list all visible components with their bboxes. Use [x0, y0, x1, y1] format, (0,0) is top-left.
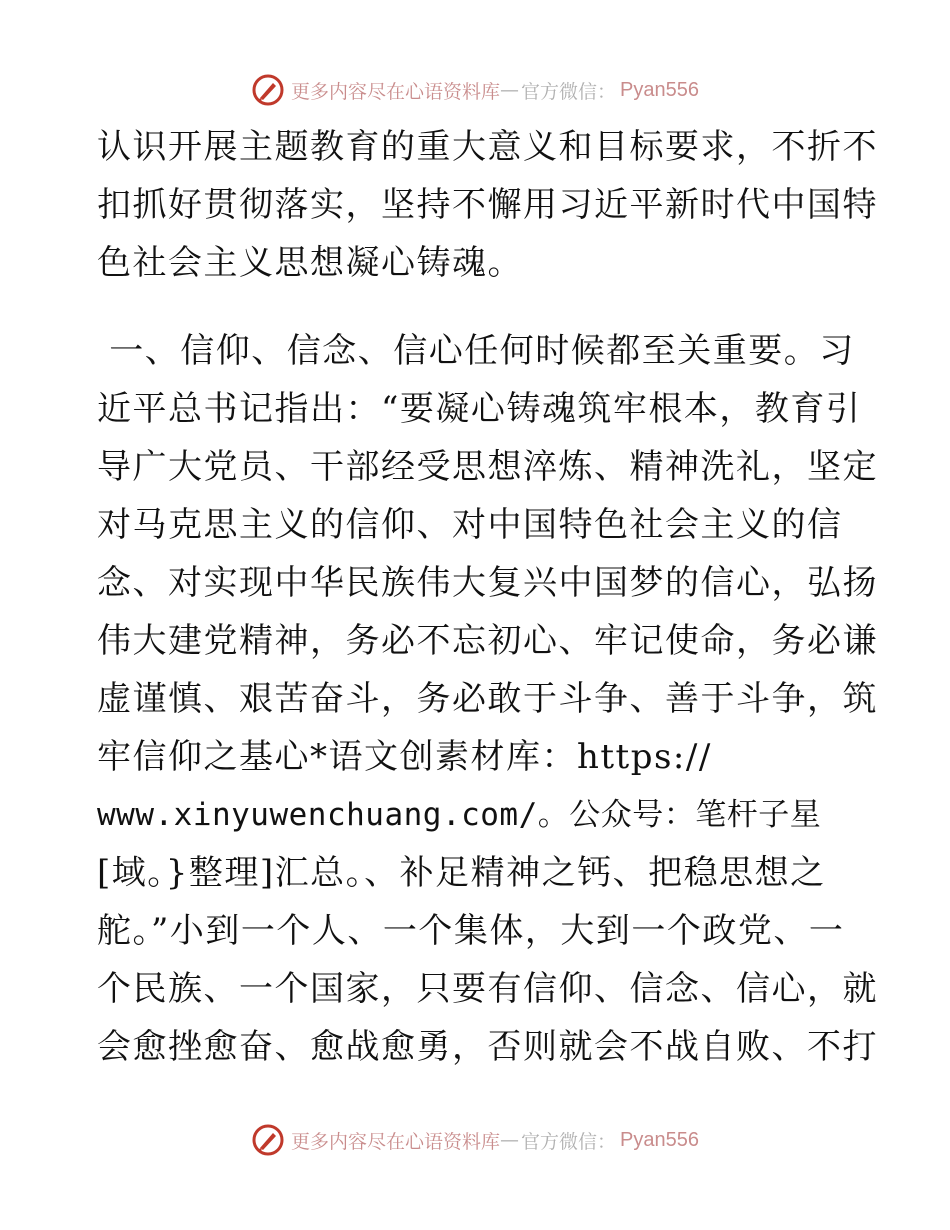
document-body: [97, 118, 878, 1076]
text-line-url: www.xinyuwenchuang.com/。公众号：笔杆子星: [97, 797, 822, 833]
text-line: 认识开展主题教育的重大意义和目标要求，不折不: [97, 127, 878, 167]
watermark-wechat-id: Pyan556: [620, 1128, 699, 1151]
watermark-text: 更多内容尽在心语资料库: [291, 80, 501, 103]
footer-watermark: [0, 1120, 950, 1160]
watermark-separator: —: [500, 79, 520, 101]
paragraph-1: [97, 118, 878, 292]
pen-logo-icon: [251, 1123, 285, 1157]
text-line: 扣抓好贯彻落实，坚持不懈用习近平新时代中国特: [97, 185, 878, 225]
text-line: 伟大建党精神，务必不忘初心、牢记使命，务必谦: [97, 621, 878, 661]
text-line: 近平总书记指出：“要凝心铸魂筑牢根本，教育引: [97, 389, 862, 429]
text-line: 一、信仰、信念、信心任何时候都至关重要。习: [97, 331, 855, 371]
paragraph-2: [97, 322, 878, 1076]
pen-logo-icon: [251, 73, 285, 107]
text-line: 色社会主义思想凝心铸魂。: [97, 243, 523, 283]
text-line: 对马克思主义的信仰、对中国特色社会主义的信: [97, 505, 843, 545]
watermark-wechat-id: Pyan556: [620, 78, 699, 101]
watermark-wechat-label: 官方微信：: [521, 1130, 617, 1153]
text-line: 个民族、一个国家，只要有信仰、信念、信心，就: [97, 969, 878, 1009]
text-line: 虚谨慎、艰苦奋斗，务必敢于斗争、善于斗争，筑: [97, 679, 878, 719]
text-line: 导广大党员、干部经受思想淬炼、精神洗礼，坚定: [97, 447, 878, 487]
text-line: 舵。”小到一个人、一个集体，大到一个政党、一: [97, 911, 845, 951]
text-line: 念、对实现中华民族伟大复兴中国梦的信心，弘扬: [97, 563, 878, 603]
text-line: 会愈挫愈奋、愈战愈勇，否则就会不战自败、不打: [97, 1027, 878, 1067]
watermark-text: 更多内容尽在心语资料库: [291, 1130, 501, 1153]
text-line: 牢信仰之基心*语文创素材库：https://: [97, 737, 712, 777]
watermark-wechat-label: 官方微信：: [521, 80, 617, 103]
text-line: [域。}整理]汇总。、补足精神之钙、把稳思想之: [97, 853, 826, 893]
paragraph-gap: [97, 292, 867, 322]
watermark-separator: —: [500, 1129, 520, 1151]
header-watermark: [0, 70, 950, 110]
